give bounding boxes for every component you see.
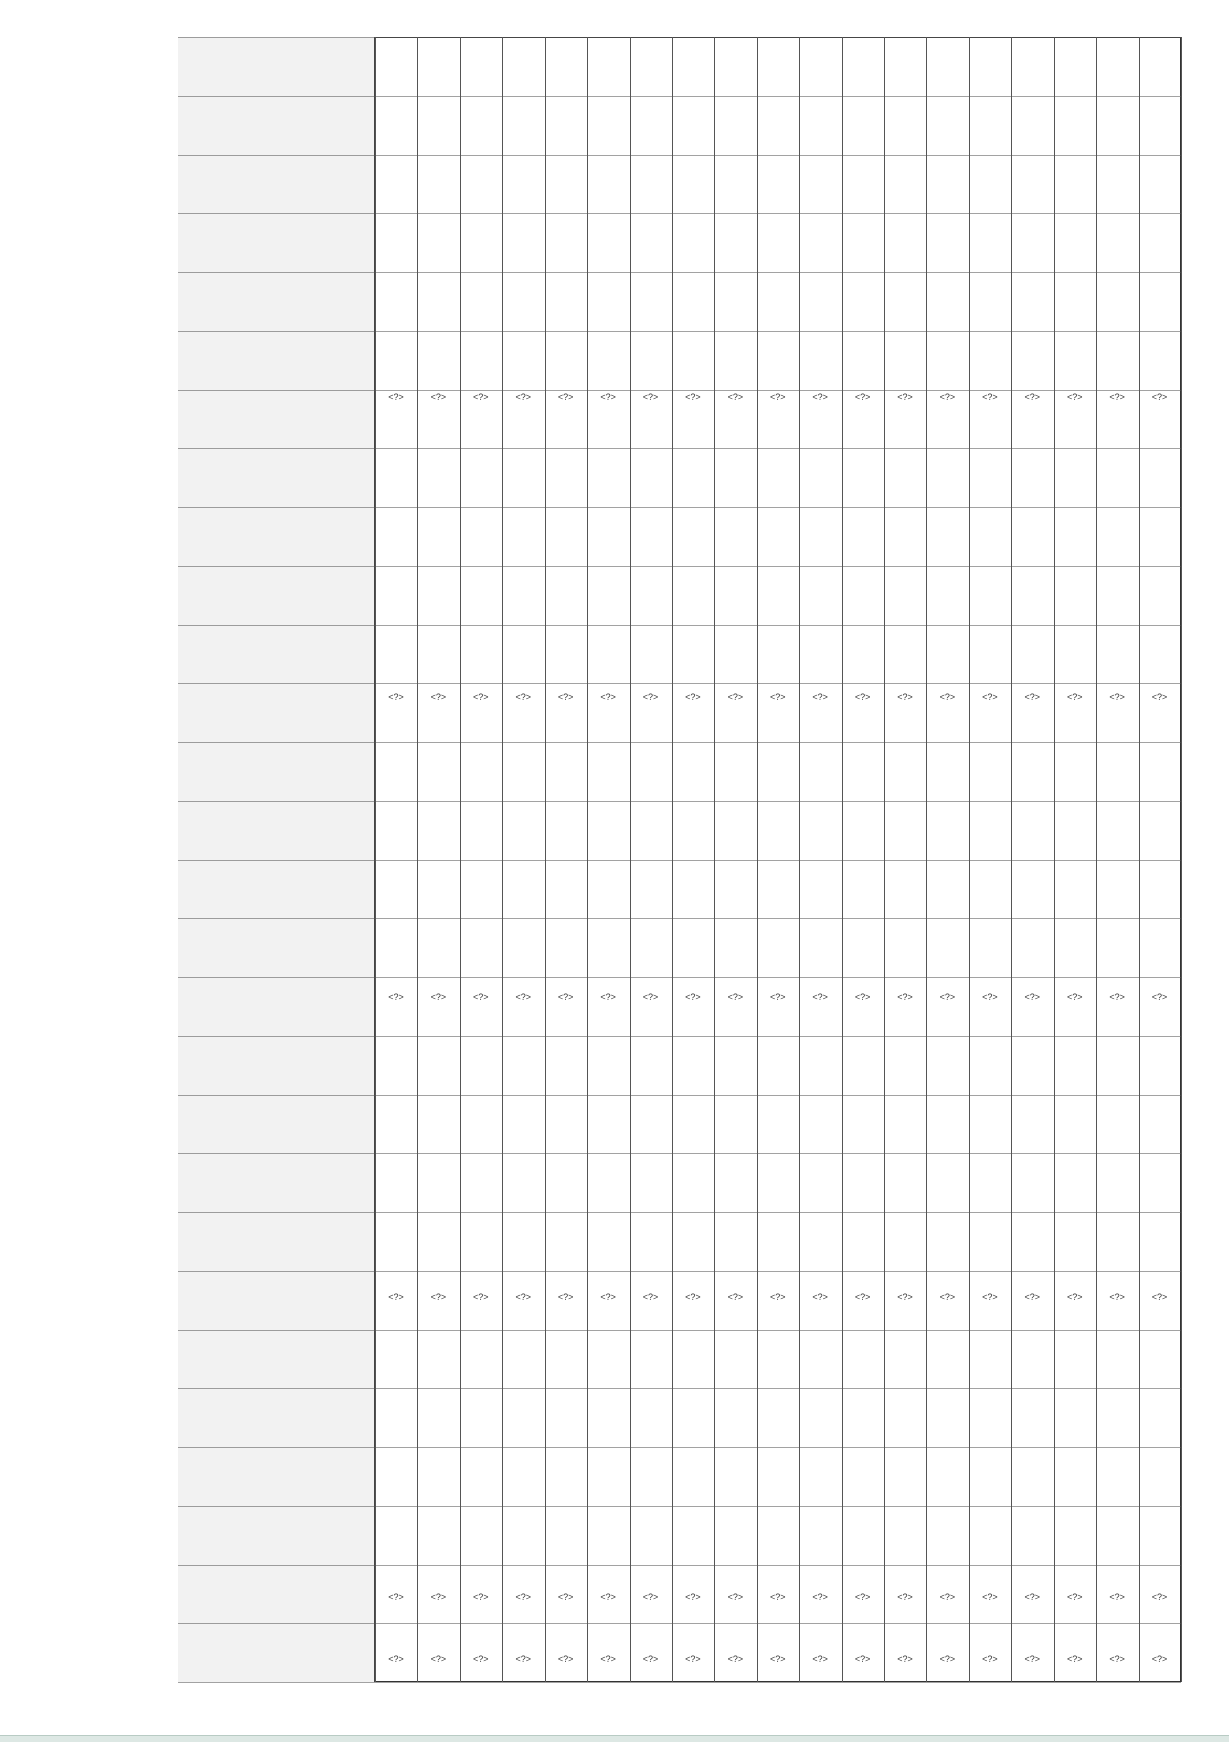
column-divider xyxy=(178,37,1181,38)
table-cell: <?> xyxy=(1066,1292,1083,1302)
table-cell: <?> xyxy=(388,692,404,702)
table-cell: <?> xyxy=(515,1292,531,1302)
table-cell: <?> xyxy=(557,692,574,702)
row-number: <?> xyxy=(515,1654,531,1664)
column-divider xyxy=(178,1271,1181,1272)
table-cell: <?> xyxy=(685,1592,701,1602)
table-cell: <?> xyxy=(770,692,786,702)
table-cell: <?> xyxy=(557,1592,574,1602)
table-cell: <?> xyxy=(770,992,786,1002)
table-cell: <?> xyxy=(939,992,956,1002)
table-cell: <?> xyxy=(515,692,531,702)
table-cell: <?> xyxy=(897,1292,913,1302)
column-divider xyxy=(178,1095,1181,1096)
table-cell: <?> xyxy=(770,1592,786,1602)
table-cell: <?> xyxy=(854,1292,871,1302)
table-cell: <?> xyxy=(982,1292,998,1302)
row-number: <?> xyxy=(1109,1654,1125,1664)
column-divider xyxy=(178,625,1181,626)
row-number: <?> xyxy=(685,1654,701,1664)
row-number: <?> xyxy=(1151,1654,1168,1664)
table-cell: <?> xyxy=(854,392,871,402)
table-cell: <?> xyxy=(642,692,659,702)
table-cell: <?> xyxy=(854,992,871,1002)
table-cell: <?> xyxy=(557,392,574,402)
row-number: <?> xyxy=(812,1654,828,1664)
column-divider xyxy=(178,918,1181,919)
column-divider xyxy=(178,566,1181,567)
table-cell: <?> xyxy=(897,692,913,702)
table-cell: <?> xyxy=(1151,1592,1168,1602)
table-cell: <?> xyxy=(727,692,744,702)
table-cell: <?> xyxy=(600,392,616,402)
table-cell: <?> xyxy=(1151,692,1168,702)
row-number: <?> xyxy=(1024,1654,1041,1664)
column-divider xyxy=(178,507,1181,508)
table-cell: <?> xyxy=(812,1592,828,1602)
table-cell: <?> xyxy=(430,392,447,402)
row-number: <?> xyxy=(727,1654,744,1664)
table-cell: <?> xyxy=(854,1592,871,1602)
column-divider xyxy=(178,1682,1181,1683)
table-cell: <?> xyxy=(685,992,701,1002)
table-cell: <?> xyxy=(685,1292,701,1302)
column-divider xyxy=(178,860,1181,861)
table-cell: <?> xyxy=(812,392,828,402)
table-cell: <?> xyxy=(939,1592,956,1602)
table-cell: <?> xyxy=(727,1292,744,1302)
column-divider xyxy=(178,272,1181,273)
table-cell: <?> xyxy=(642,992,659,1002)
table-cell: <?> xyxy=(600,1292,616,1302)
row-number: <?> xyxy=(600,1654,616,1664)
table-cell: <?> xyxy=(1066,692,1083,702)
table-cell: <?> xyxy=(897,1592,913,1602)
column-divider xyxy=(178,1506,1181,1507)
column-divider xyxy=(178,1153,1181,1154)
table-cell: <?> xyxy=(982,692,998,702)
table-cell: <?> xyxy=(1066,1592,1083,1602)
table-cell: <?> xyxy=(473,392,489,402)
table-cell: <?> xyxy=(430,1292,447,1302)
table-cell: <?> xyxy=(1066,992,1083,1002)
table-cell: <?> xyxy=(1024,1592,1041,1602)
table-cell: <?> xyxy=(1109,1592,1125,1602)
table-cell: <?> xyxy=(1024,1292,1041,1302)
table-cell: <?> xyxy=(1151,1292,1168,1302)
column-divider xyxy=(178,1212,1181,1213)
document-title-area xyxy=(90,700,180,960)
column-divider xyxy=(178,1388,1181,1389)
table-cell: <?> xyxy=(600,1592,616,1602)
table-cell: <?> xyxy=(473,1592,489,1602)
table-cell: <?> xyxy=(982,392,998,402)
row-number: <?> xyxy=(897,1654,913,1664)
table-cell: <?> xyxy=(388,392,404,402)
row-divider xyxy=(1181,37,1182,1682)
column-divider xyxy=(178,1565,1181,1566)
table-cell: <?> xyxy=(430,692,447,702)
table-cell: <?> xyxy=(685,692,701,702)
table-cell: <?> xyxy=(812,992,828,1002)
column-divider xyxy=(178,96,1181,97)
table-cell: <?> xyxy=(515,992,531,1002)
table-cell: <?> xyxy=(727,992,744,1002)
column-divider xyxy=(178,155,1181,156)
row-number: <?> xyxy=(473,1654,489,1664)
column-divider xyxy=(178,1036,1181,1037)
table-cell: <?> xyxy=(515,392,531,402)
table-cell: <?> xyxy=(982,992,998,1002)
row-number: <?> xyxy=(557,1654,574,1664)
table-cell: <?> xyxy=(557,1292,574,1302)
table-cell: <?> xyxy=(1151,992,1168,1002)
column-divider xyxy=(178,801,1181,802)
row-number: <?> xyxy=(982,1654,998,1664)
table-cell: <?> xyxy=(897,992,913,1002)
table-cell: <?> xyxy=(600,692,616,702)
footnote-area xyxy=(250,1560,320,1730)
table-cell: <?> xyxy=(600,992,616,1002)
column-divider xyxy=(178,213,1181,214)
table-cell: <?> xyxy=(1109,992,1125,1002)
table-cell: <?> xyxy=(642,1292,659,1302)
table-cell: <?> xyxy=(939,692,956,702)
table-cell: <?> xyxy=(388,1292,404,1302)
table-cell: <?> xyxy=(515,1592,531,1602)
row-number: <?> xyxy=(1066,1654,1083,1664)
table-cell: <?> xyxy=(685,392,701,402)
column-divider xyxy=(178,1447,1181,1448)
table-cell: <?> xyxy=(1109,392,1125,402)
table-cell: <?> xyxy=(939,1292,956,1302)
column-divider xyxy=(178,683,1181,684)
column-divider xyxy=(178,1623,1181,1624)
row-number: <?> xyxy=(388,1654,404,1664)
column-divider xyxy=(178,1330,1181,1331)
table-cell: <?> xyxy=(388,992,404,1002)
column-divider xyxy=(178,331,1181,332)
table-cell: <?> xyxy=(727,392,744,402)
column-divider xyxy=(178,390,1181,391)
row-number: <?> xyxy=(854,1654,871,1664)
table-cell: <?> xyxy=(1151,392,1168,402)
column-divider xyxy=(178,977,1181,978)
row-number: <?> xyxy=(770,1654,786,1664)
table-cell: <?> xyxy=(430,1592,447,1602)
scan-bottom-edge xyxy=(0,1735,1229,1742)
table-cell: <?> xyxy=(854,692,871,702)
table-cell: <?> xyxy=(1066,392,1083,402)
table-cell: <?> xyxy=(473,1292,489,1302)
row-number: <?> xyxy=(430,1654,447,1664)
table-cell: <?> xyxy=(982,1592,998,1602)
table-cell: <?> xyxy=(642,1592,659,1602)
row-number: <?> xyxy=(939,1654,956,1664)
table-cell: <?> xyxy=(388,1592,404,1602)
table-cell: <?> xyxy=(1024,992,1041,1002)
table-cell: <?> xyxy=(770,392,786,402)
table-cell: <?> xyxy=(642,392,659,402)
table-cell: <?> xyxy=(1109,1292,1125,1302)
table-cell: <?> xyxy=(1024,392,1041,402)
table-cell: <?> xyxy=(812,692,828,702)
table-cell: <?> xyxy=(557,992,574,1002)
table-cell: <?> xyxy=(812,1292,828,1302)
table-cell: <?> xyxy=(939,392,956,402)
row-number: <?> xyxy=(642,1654,659,1664)
table-cell: <?> xyxy=(727,1592,744,1602)
table-cell: <?> xyxy=(770,1292,786,1302)
table-cell: <?> xyxy=(430,992,447,1002)
table-cell: <?> xyxy=(1109,692,1125,702)
column-divider xyxy=(178,448,1181,449)
table-cell: <?> xyxy=(1024,692,1041,702)
table-cell: <?> xyxy=(897,392,913,402)
table-cell: <?> xyxy=(473,992,489,1002)
column-divider xyxy=(178,742,1181,743)
table-cell: <?> xyxy=(473,692,489,702)
